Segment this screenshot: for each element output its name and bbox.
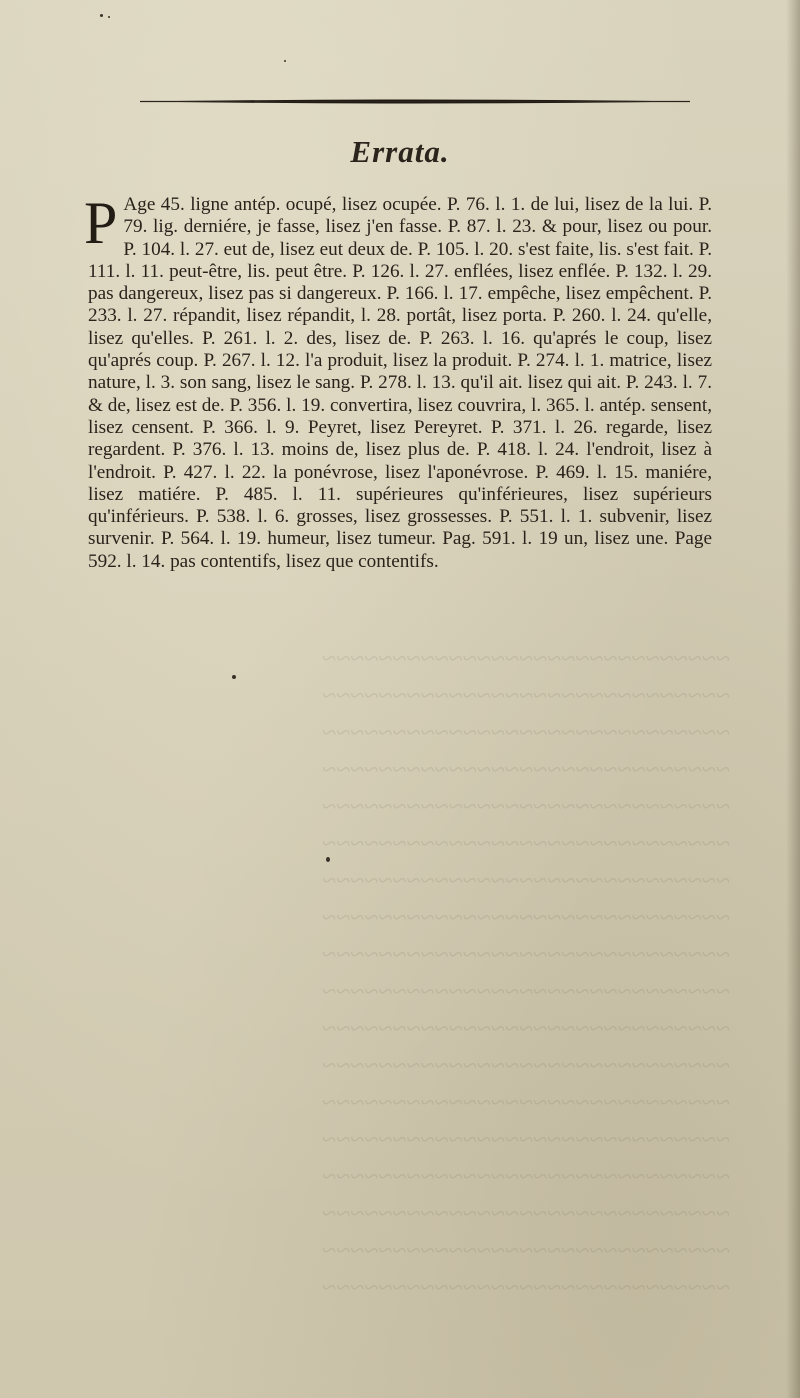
ornamental-rule [140,97,690,106]
errata-list [84,190,712,573]
drop-cap: P [84,190,118,256]
bleed-through-text: ~~~~~~~~~~~~~~~~~~~~~~~~~~~~~ ~~~~~~~~~~~~~~~~~~~~~~~~~~~~~ ~~~~~~~~~~~~~~~~~~~~~~~~~~~~~ ~~~~~~~~~~~~~~~~~~~~~~~~~~~~~ ~~~~~~~~~~~~~~~~~~~~~~~~~~~~~ ~~~~~~~~~~~~~~~~~~~~~~~~~~~~~ ~~~~~~~~~~~~~~~~~~~~~~~~~~~~~ ~~~~~~~~~~~~~~~~~~~~~~~~~~~~~ ~~~~~~~~~~~~~~~~~~~~~~~~~~~~~ ~~~~~~~~~~~~~~~~~~~~~~~~~~~~~ ~~~~~~~~~~~~~~~~~~~~~~~~~~~~~ ~~~~~~~~~~~~~~~~~~~~~~~~~~~~~ ~~~~~~~~~~~~~~~~~~~~~~~~~~~~~ ~~~~~~~~~~~~~~~~~~~~~~~~~~~~~ ~~~~~~~~~~~~~~~~~~~~~~~~~~~~~ ~~~~~~~~~~~~~~~~~~~~~~~~~~~~~ ~~~~~~~~~~~~~~~~~~~~~~~~~~~~~ ~~~~~~~~~~~~~~~~~~~~~~~~~~~~~ [322,644,730,1302]
page-edge-shadow [786,0,800,1398]
errata-title: Errata. [350,134,450,169]
errata-text: Age 45. ligne antép. ocupé, lisez ocupée. P. 76. l. 1. de lui, lisez de la lui. P. 79. lig. derniére, je fasse, lisez j'en fasse. P. 87. l. 23. & pour, lisez ou pour. P. 104. l. 27. eut de, lisez eut deux de. P. 105. l. 20. s'est faite, lis. s'est fait. P. 111. l. 11. peut-être, lis. peut être. P. 126. l. 27. enflées, lisez enflée. P. 132. l. 29. pas dangereux, lisez pas si dangereux. P. 166. l. 17. empêche, lisez empêchent. P. 233. l. 27. répandit, lisez répandit, l. 28. portât, lisez porta. P. 260. l. 24. qu'elle, lisez qu'elles. P. 261. l. 2. des, lisez de. P. 263. l. 16. qu'aprés le coup, lisez qu'aprés coup. P. 267. l. 12. l'a produit, lisez la produit. P. 274. l. 1. matrice, lisez nature, l. 3. son sang, lisez le sang. P. 278. l. 13. qu'il ait. lisez qui ait. P. 243. l. 7. & de, lisez est de. P. 356. l. 19. convertira, lisez couvrira, l. 365. l. antép. sensent, lisez censent. P. 366. l. 9. Peyret, lisez Pereyret. P. 371. l. 26. regarde, lisez regardent. P. 376. l. 13. moins de, lisez plus de. P. 418. l. 24. l'endroit, lisez à l'endroit. P. 427. l. 22. la ponévrose, lisez l'aponévrose. P. 469. l. 15. maniére, lisez matiére. P. 485. l. 11. supérieures qu'inférieures, lisez supérieurs qu'inférieurs. P. 538. l. 6. grosses, lisez grossesses. P. 551. l. 1. subvenir, lisez survenir. P. 564. l. 19. humeur, lisez tumeur. Pag. 591. l. 19 un, lisez une. Page 592. l. 14. pas contentifs, lisez que contentifs. [88,194,712,572]
